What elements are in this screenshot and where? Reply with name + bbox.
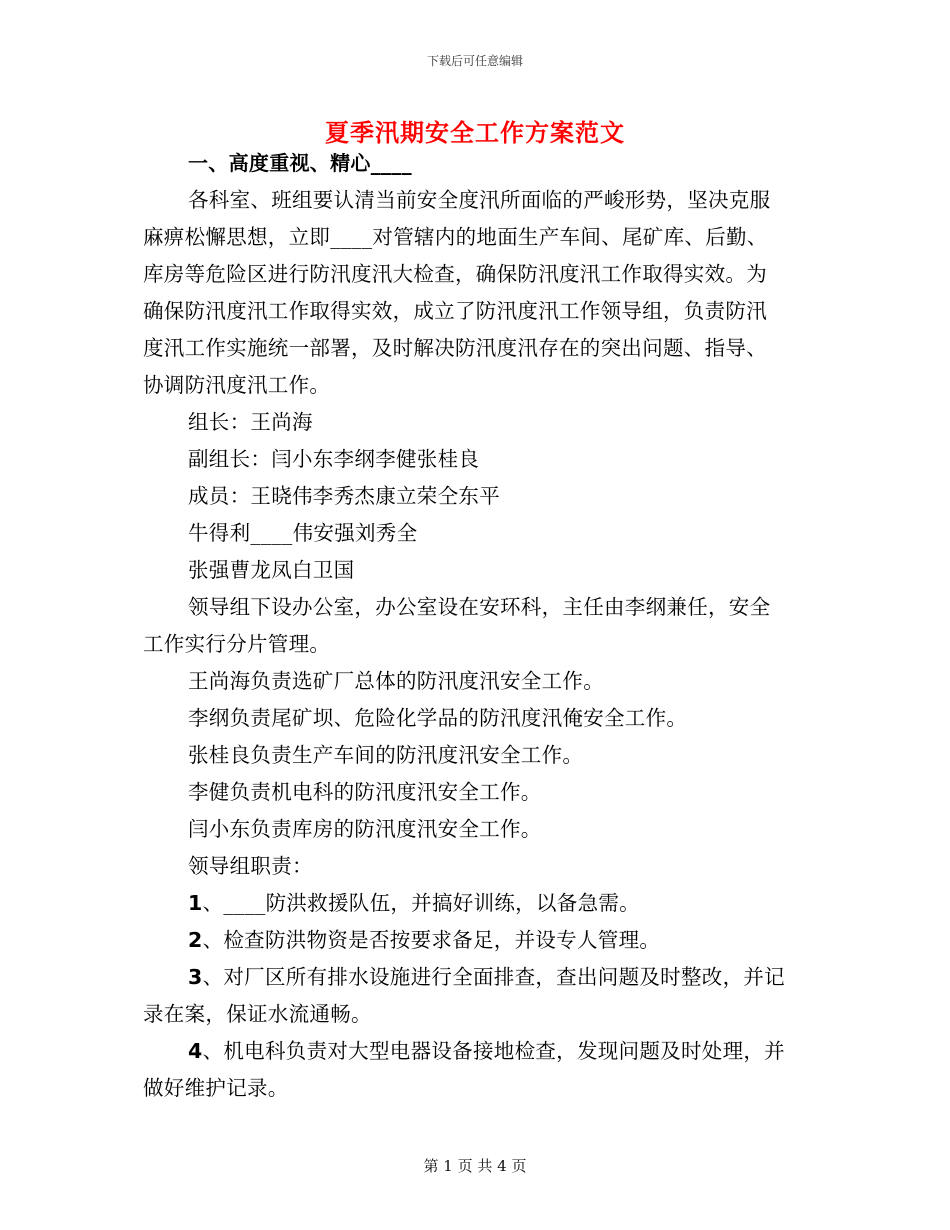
list-item [143,1033,808,1070]
office-line: 领导组下设办公室，办公室设在安环科，主任由李纲兼任，安全 [188,595,771,619]
item-text: 、机电科负责对大型电器设备接地检查，发现问题及时处理，并 [202,1039,785,1063]
page-header: 下载后可任意编辑 [426,54,523,68]
list-item [143,885,808,922]
paragraph-line: 麻痹松懈思想，立即____对管辖内的地面生产车间、尾矿库、后勤、 [143,225,768,249]
item-number: 3 [188,965,203,989]
paragraph-line: 各科室、班组要认清当前安全度汛所面临的严峻形势，坚决克服 [188,188,771,212]
paragraph-line: 度汛工作实施统一部署，及时解决防汛度汛存在的突出问题、指导、 [143,336,767,360]
section-heading: 一、高度重视、精心____ [188,151,412,175]
item-number: 1 [188,891,203,915]
page-footer: 第 1 页 共 4 页 [423,1157,527,1175]
duty-line: 王尚海负责选矿厂总体的防汛度汛安全工作。 [188,669,604,693]
paragraph-line: 确保防汛度汛工作取得实效，成立了防汛度汛工作领导组，负责防汛 [143,299,767,323]
members-line: 张强曹龙凤白卫国 [188,558,355,582]
office-line: 工作实行分片管理。 [143,632,331,656]
deputy-leaders: 副组长：闫小东李纲李健张桂良 [188,447,480,471]
group-leader: 组长：王尚海 [188,410,313,434]
document-title: 夏季汛期安全工作方案范文 [325,118,625,147]
list-item-continuation: 做好维护记录。 [143,1076,289,1100]
members-line: 成员：王晓伟李秀杰康立荣仝东平 [188,484,500,508]
duty-line: 李健负责机电科的防汛度汛安全工作。 [188,780,542,804]
paragraph-line: 库房等危险区进行防汛度汛大检查，确保防汛度汛工作取得实效。为 [143,262,767,286]
members-line: 牛得利____伟安强刘秀全 [188,521,418,545]
item-number: 2 [188,928,203,952]
duty-line: 闫小东负责库房的防汛度汛安全工作。 [188,817,542,841]
responsibilities-heading: 领导组职责： [188,854,313,878]
duty-line: 张桂良负责生产车间的防汛度汛安全工作。 [188,743,584,767]
list-item [143,922,808,959]
list-item [143,959,808,996]
item-text: 、检查防洪物资是否按要求备足，并设专人管理。 [202,928,661,952]
item-text: 、____防洪救援队伍，并搞好训练，以备急需。 [202,891,640,915]
paragraph-line: 协调防汛度汛工作。 [143,373,331,397]
item-number: 4 [188,1039,203,1063]
duty-line: 李纲负责尾矿坝、危险化学品的防汛度汛俺安全工作。 [188,706,688,730]
item-text: 、对厂区所有排水设施进行全面排查，查出问题及时整改，并记 [202,965,785,989]
list-item-continuation: 录在案，保证水流通畅。 [143,1002,372,1026]
document-body [143,145,808,1107]
